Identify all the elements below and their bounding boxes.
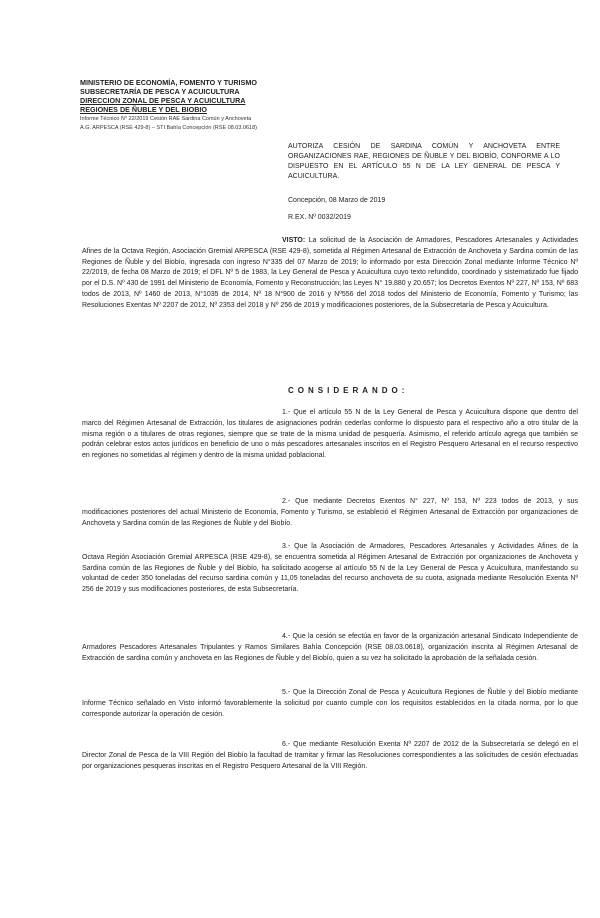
considerando-heading: CONSIDERANDO: (288, 386, 409, 395)
header-subsecretaria: SUBSECRETARÍA DE PESCA Y ACUICULTURA (80, 87, 240, 96)
considerando-text: 2.- Que mediante Decretos Exentos N° 227, Nº 153, Nº 223 todos de 2013, y sus modificaciones posteriores del actual Ministerio de Economía, Fomento y Turismo, se estableció el Régimen Artesanal de Extracción por organizaciones de Anchoveta y Sardina común de las Regiones de Ñuble y del Biobío. (82, 498, 578, 527)
considerando-text: 1.- Que el artículo 55 N de la Ley General de Pesca y Acuicultura dispone que dentro del marco del Régimen Artesanal de Extracción, los titulares de asignaciones podrán cederlas conforme lo dispuesto para el respectivo año a otro titular de la misma región o a titulares de otras regiones, siempre que se trate de la misma unidad de pesquería. Asimismo, el referido artículo agrega que también se podrán celebrar estos actos jurídicos en beneficio de uno o más pescadores artesanales inscritos en el Registro Pesquero Artesanal en el recurso respectivo en regiones no sometidas al régimen y dentro de la misma unidad poblacional. (82, 409, 578, 460)
considerando-4 (82, 632, 578, 664)
header-reference-1: Informe Técnico N° 22/2019 Cesión RAE Sardina Común y Anchoveta (80, 116, 252, 122)
considerando-6 (82, 740, 578, 772)
resolution-subject: AUTORIZA CESIÓN DE SARDINA COMÚN Y ANCHOVETA ENTRE ORGANIZACIONES RAE, REGIONES DE ÑUBLE Y DEL BIOBÍO, CONFORME A LO DISPUESTO EN EL ARTÍCULO 55 N DE LA LEY GENERAL DE PESCA Y ACUICULTURA. (288, 143, 560, 180)
resolution-number: R.EX. Nº 0032/2019 (288, 214, 351, 221)
considerando-text: 6.- Que mediante Resolución Exenta Nº 2207 de 2012 de la Subsecretaría se delegó en el Director Zonal de Pesca de la VIII Región del Biobío la facultad de tramitar y firmar las Resoluciones correspondientes a las solicitudes de cesión efectuadas por organizaciones pesqueras inscritas en el Registro Pesquero Artesanal de la VIII Región. (82, 741, 578, 770)
considerando-text: 5.- Que la Dirección Zonal de Pesca y Acuicultura Regiones de Ñuble y del Biobío mediante Informe Técnico señalado en Visto informó favorablemente la solicitud por cuanto cumple con los requisitos establecidos en la citada norma, por lo que corresponde autorizar la operación de cesión. (82, 689, 578, 718)
resolution-date: Concepción, 08 Marzo de 2019 (288, 197, 386, 204)
considerando-2 (82, 497, 578, 529)
considerando-text: 3.- Que la Asociación de Armadores, Pescadores Artesanales y Actividades Afines de la Octava Región Asociación Gremial ARPESCA (RSE 429-8), se encuentra sometida al Régimen Artesanal de Extracción por organizaciones de Anchoveta y Sardina común de las Regiones de Ñuble y del Biobío, ha solicitado acogerse al artículo 55 N de la Ley General de Pesca y Acuicultura, manifestando su voluntad de ceder 350 toneladas del recurso sardina común y 11,05 toneladas del recurso anchoveta de su cuota, asignada mediante Resolución Exenta Nº 256 de 2019 y sus modificaciones posteriores, de esta Subsecretaría. (82, 543, 578, 594)
header-direccion-zonal: DIRECCION ZONAL DE PESCA Y ACUICULTURA (80, 96, 246, 105)
visto-paragraph (82, 236, 578, 312)
header-reference-2: A.G. ARPESCA (RSE 429-8) – STI Bahía Concepción (RSE 08.03.0618) (80, 124, 258, 131)
header-regiones: REGIONES DE ÑUBLE Y DEL BIOBIO (80, 105, 208, 114)
visto-text: La solicitud de la Asociación de Armadores, Pescadores Artesanales y Actividades Afines de la Octava Región, Asociación Gremial ARPESCA (RSE 429-8), sometida al Régimen Artesanal de Extracción de Anchoveta y Sardina común de las Regiones de Ñuble y del Biobío, ingresada con ingreso N°335 del 07 Marzo de 2019; lo informado por esta Dirección Zonal mediante Informe Técnico Nº 22/2019, de fecha 08 Marzo de 2019; el DFL Nº 5 de 1983, la Ley General de Pesca y Acuicultura cuyo texto refundido, coordinado y sistematizado fue fijado por el D.S. Nº 430 de 1991 del Ministerio de Economía, Fomento y Reconstrucción; las Leyes N° 19.880 y 20.657; los Decretos Exentos Nº 227, Nº 153, Nº 683 todos de 2013, Nº 1460 de 2013, N°1035 de 2014, Nº 18 N°900 de 2016 y Nº556 del 2018 todos del Ministerio de Economía, Fomento y Turismo; las Resoluciones Exentas Nº 2207 de 2012, Nº 2353 del 2018 y Nº 256 de 2019 y modificaciones posteriores, de la Subsecretaría de Pesca y Acuicultura. (82, 237, 578, 309)
considerando-text: 4.- Que la cesión se efectúa en favor de la organización artesanal Sindicato Independiente de Armadores Pescadores Artesanales Tripulantes y Ramos Similares Bahía Concepción (RSE 08.03.0618), organización inscrita al Régimen Artesanal de Extracción de sardina común y anchoveta en las Regiones de Ñuble y del Biobío, quien a su vez ha solicitado la aprobación de la señalada cesión. (82, 633, 578, 662)
considerando-5 (82, 688, 578, 720)
visto-label: VISTO: (282, 237, 306, 244)
header-ministry: MINISTERIO DE ECONOMÍA, FOMENTO Y TURISMO (80, 78, 257, 87)
considerando-1 (82, 408, 578, 462)
ministry-header (80, 78, 310, 131)
considerando-3 (82, 542, 578, 596)
